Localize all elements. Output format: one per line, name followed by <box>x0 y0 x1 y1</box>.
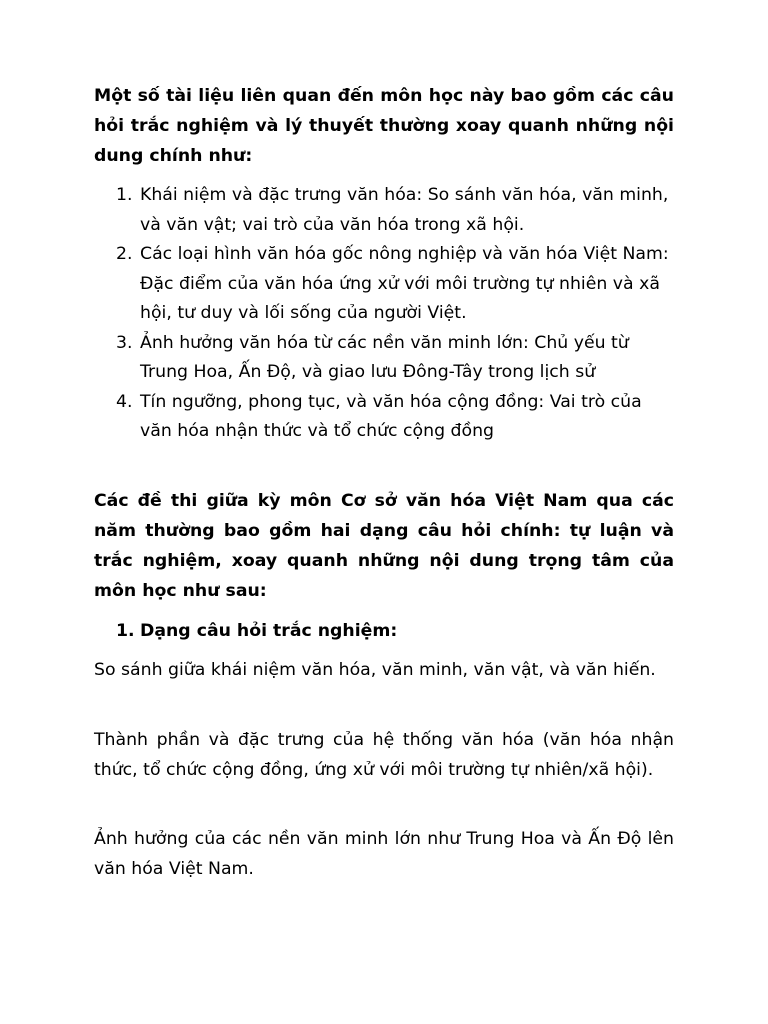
list-item <box>94 329 674 388</box>
list-number: 1. <box>116 185 133 205</box>
list-item <box>94 388 674 447</box>
list-text: Khái niệm và đặc trưng văn hóa: So sánh văn hóa, văn minh, và văn vật; vai trò của văn hóa trong xã hội. <box>140 185 669 235</box>
body-paragraph: So sánh giữa khái niệm văn hóa, văn minh, văn vật, và văn hiến. <box>94 660 656 680</box>
list-item <box>94 240 674 329</box>
list-text: Các loại hình văn hóa gốc nông nghiệp và văn hóa Việt Nam: Đặc điểm của văn hóa ứng xử với môi trường tự nhiên và xã hội, tư duy và lối sống của người Việt. <box>140 244 669 323</box>
list-text: Tín ngưỡng, phong tục, và văn hóa cộng đồng: Vai trò của văn hóa nhận thức và tổ chức cộng đồng <box>140 391 642 441</box>
list-number: 2. <box>116 244 133 264</box>
section-heading-list <box>94 616 674 646</box>
body-paragraph: Ảnh hưởng của các nền văn minh lớn như Trung Hoa và Ấn Độ lên văn hóa Việt Nam. <box>94 829 674 879</box>
list-number: 3. <box>116 332 133 353</box>
body-paragraph: Thành phần và đặc trưng của hệ thống văn hóa (văn hóa nhận thức, tổ chức cộng đồng, ứng xử với môi trường tự nhiên/xã hội). <box>94 730 674 780</box>
exam-intro-paragraph: Các đề thi giữa kỳ môn Cơ sở văn hóa Việt Nam qua các năm thường bao gồm hai dạng câu hỏi chính: tự luận và trắc nghiệm, xoay quanh những nội dung trọng tâm của môn học như sau: <box>94 491 674 601</box>
topic-list <box>94 181 674 447</box>
section-number: 1. <box>116 621 135 641</box>
section-title: Dạng câu hỏi trắc nghiệm: <box>140 621 398 641</box>
list-number: 4. <box>116 391 133 412</box>
list-item <box>94 181 674 240</box>
intro-paragraph: Một số tài liệu liên quan đến môn học này bao gồm các câu hỏi trắc nghiệm và lý thuyết thường xoay quanh những nội dung chính như: <box>94 86 674 166</box>
list-text: Ảnh hưởng văn hóa từ các nền văn minh lớn: Chủ yếu từ Trung Hoa, Ấn Độ, và giao lưu Đông-Tây trong lịch sử <box>140 332 629 382</box>
section-heading <box>94 616 674 646</box>
